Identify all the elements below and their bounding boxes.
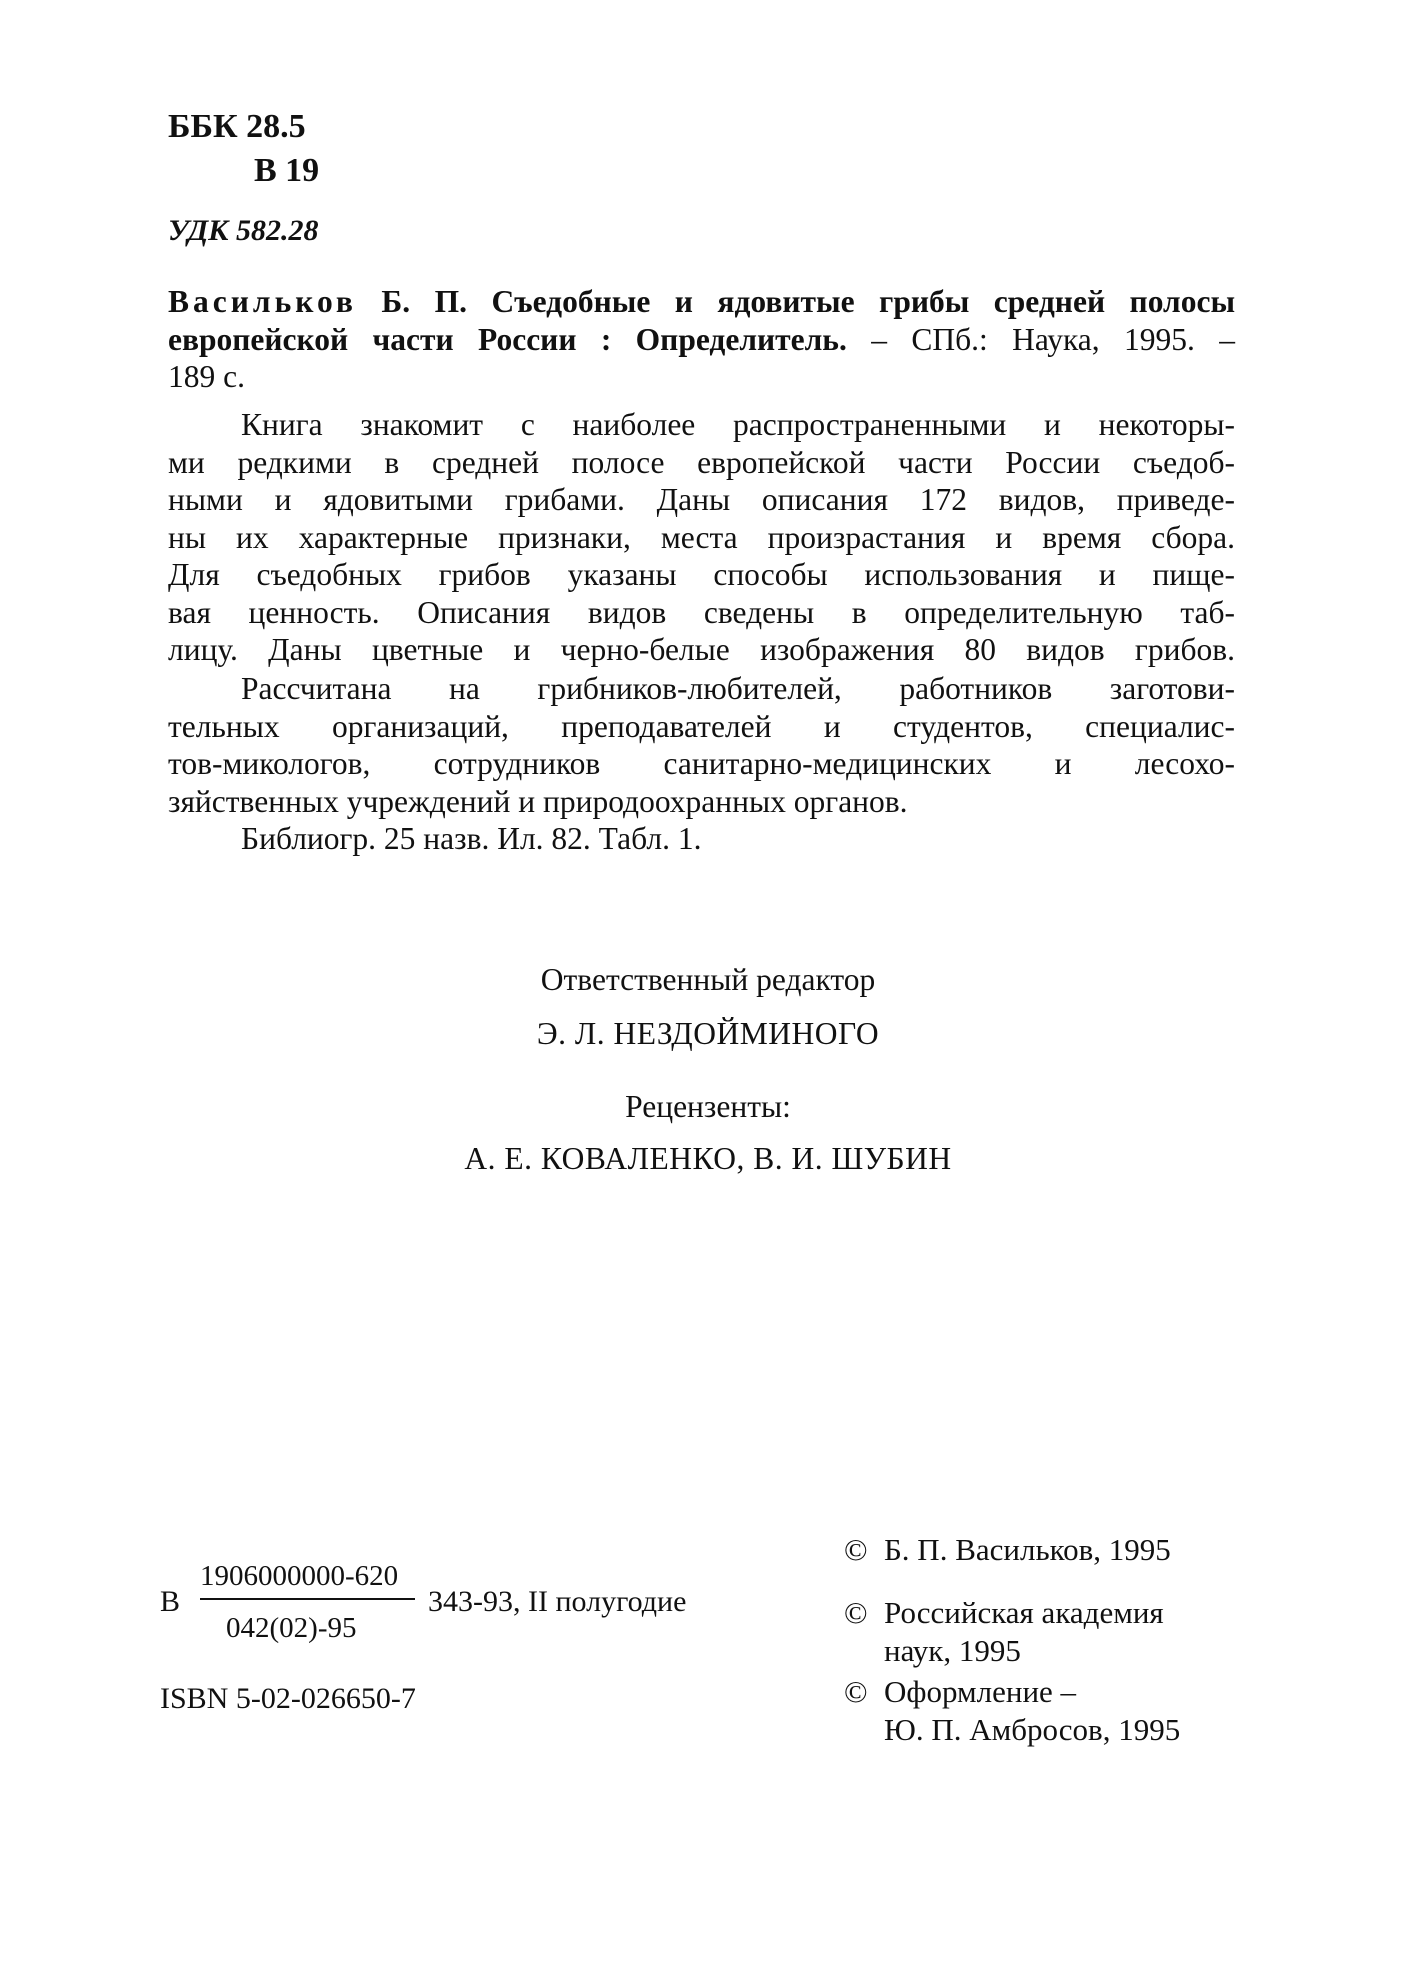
annotation-line: тов-микологов, сотрудников санитарно-медицинских и лесохо-: [168, 746, 1235, 781]
copyright-design: [844, 1673, 1180, 1749]
copyright-text-continued: Ю. П. Амбросов, 1995: [884, 1712, 1181, 1747]
annotation-line: ны их характерные признаки, места произрастания и время сбора.: [168, 519, 1235, 555]
citation-author: Васильков: [168, 284, 357, 319]
copyright-text-continued: наук, 1995: [884, 1633, 1021, 1668]
imprint-denominator: 042(02)-95: [226, 1612, 357, 1644]
copyright-icon: ©: [844, 1674, 868, 1709]
annotation-paragraph-1: [168, 406, 1235, 669]
isbn: ISBN 5-02-026650-7: [160, 1682, 416, 1715]
bibliographic-citation: [168, 283, 1235, 396]
bbk-author-mark: В 19: [254, 152, 320, 189]
bbk-code: ББК 28.5: [168, 108, 306, 145]
annotation-line: вая ценность. Описания видов сведены в определительную таб-: [168, 594, 1235, 630]
citation-pages: 189 с.: [168, 359, 245, 394]
citation-publication: – СПб.: Наука, 1995. –: [871, 321, 1236, 357]
editor-label: Ответственный редактор: [540, 962, 876, 997]
citation-line-2: [168, 321, 1235, 359]
annotation-paragraph-3: [168, 820, 1235, 858]
citation-initials: Б. П.: [381, 284, 467, 319]
copyright-icon: ©: [844, 1532, 868, 1567]
copyright-author: [844, 1531, 1171, 1569]
citation-title-part-2: европейской части России : Определитель.: [168, 321, 847, 357]
copyright-text: Оформление –: [884, 1674, 1077, 1709]
imprint-letter: В: [160, 1585, 181, 1618]
annotation-line: Рассчитана на грибников-любителей, работников заготови-: [241, 671, 1235, 706]
imprint-plan: 343-93, II полугодие: [428, 1585, 687, 1618]
bibliography-note: Библиогр. 25 назв. Ил. 82. Табл. 1.: [241, 821, 702, 856]
reviewers-names: А. Е. КОВАЛЕНКО, В. И. ШУБИН: [464, 1141, 952, 1176]
copyright-academy: [844, 1594, 1164, 1670]
annotation-line: ми редкими в средней полосе европейской части России съедоб-: [168, 444, 1235, 480]
annotation-line: ными и ядовитыми грибами. Даны описания 172 видов, приведе-: [168, 482, 1235, 517]
annotation-line: лицу. Даны цветные и черно-белые изображения 80 видов грибов.: [168, 632, 1235, 667]
copyright-icon: ©: [844, 1595, 868, 1630]
annotation-line: зяйственных учреждений и природоохранных органов.: [168, 783, 908, 819]
citation-line-1: [168, 283, 1235, 321]
imprint-numerator: 1906000000-620: [200, 1560, 399, 1592]
citation-title-part-1: Съедобные и ядовитые грибы средней полосы: [491, 284, 1236, 319]
annotation-line: Для съедобных грибов указаны способы использования и пище-: [168, 557, 1235, 592]
copyright-text: Б. П. Васильков, 1995: [884, 1532, 1171, 1567]
fraction-bar: [200, 1598, 415, 1600]
copyright-text: Российская академия: [884, 1595, 1164, 1630]
editor-name: Э. Л. НЕЗДОЙМИНОГО: [536, 1016, 880, 1051]
reviewers-label: Рецензенты:: [625, 1089, 791, 1124]
udk-code: УДК 582.28: [168, 214, 319, 247]
annotation-line: тельных организаций, преподавателей и студентов, специалис-: [168, 708, 1235, 744]
annotation-line: Книга знакомит с наиболее распространенными и некоторы-: [241, 407, 1235, 442]
annotation-paragraph-2: [168, 670, 1235, 820]
